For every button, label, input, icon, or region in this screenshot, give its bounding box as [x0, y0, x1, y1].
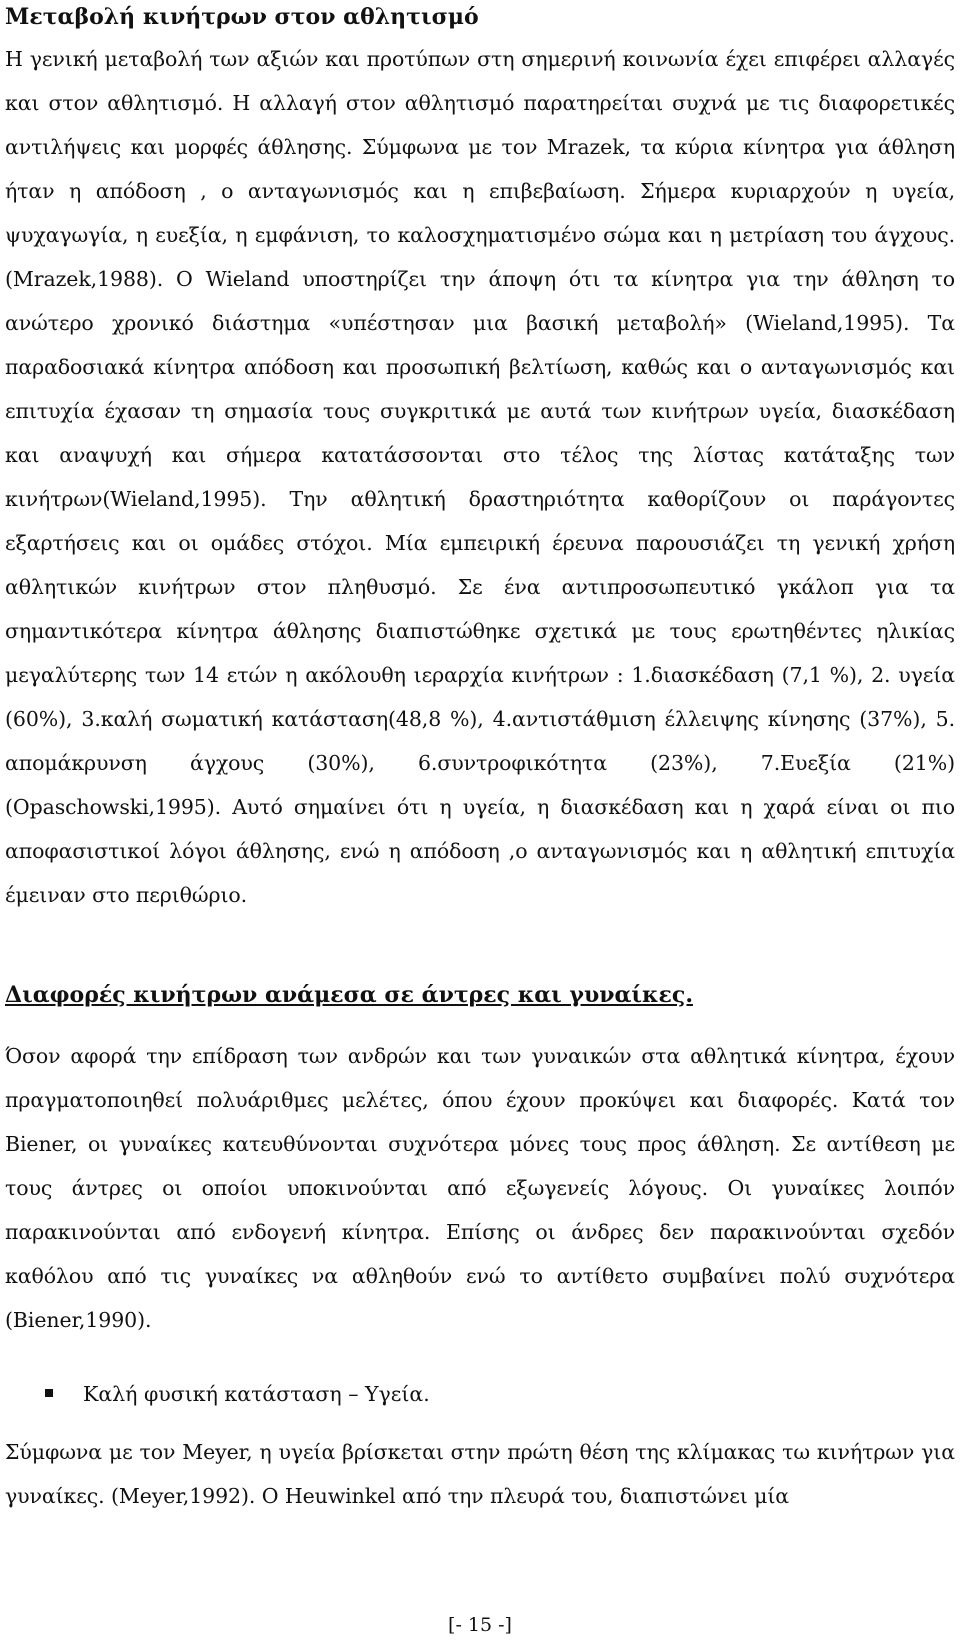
- paragraph-gender-differences: Όσον αφορά την επίδραση των ανδρών και των γυναικών στα αθλητικά κίνητρα, έχουν πραγματοποιηθεί πολυάριθμες μελέτες, όπου έχουν προκύψει και διαφορές. Κατά τον Biener, οι γυναίκες κατευθύνονται συχνότερα μόνες τους προς άθληση. Σε αντίθεση με τους άντρες οι οποίοι υποκινούνται από εξωγενείς λόγους. Οι γυναίκες λοιπόν παρακινούνται από ενδογενή κίνητρα. Επίσης οι άνδρες δεν παρακινούνται σχεδόν καθόλου από τις γυναίκες να αθληθούν ενώ το αντίθετο συμβαίνει πολύ συχνότερα (Biener,1990).: [5, 1044, 955, 1332]
- bullet-text: Καλή φυσική κατάσταση – Υγεία.: [83, 1382, 430, 1406]
- page-number: [- 15 -]: [448, 1614, 512, 1636]
- section-heading-gender-differences: Διαφορές κινήτρων ανάμεσα σε άντρες και γυναίκες.: [5, 982, 693, 1008]
- bullet-item: [45, 1372, 430, 1416]
- paragraph-health: Σύμφωνα με τον Meyer, η υγεία βρίσκεται στην πρώτη θέση της κλίμακας τω κινήτρων για γυναίκες. (Meyer,1992). Ο Heuwinkel από την πλευρά του, διαπιστώνει μία: [5, 1440, 955, 1508]
- square-bullet-icon: [45, 1389, 53, 1397]
- paragraph-motivation-change: Η γενική μεταβολή των αξιών και προτύπων στη σημερινή κοινωνία έχει επιφέρει αλλαγές και στον αθλητισμό. Η αλλαγή στον αθλητισμό παρατηρείται συχνά με τις διαφορετικές αντιλήψεις και μορφές άθλησης. Σύμφωνα με τον Mrazek, τα κύρια κίνητρα για άθληση ήταν η απόδοση , ο ανταγωνισμός και η επιβεβαίωση. Σήμερα κυριαρχούν η υγεία, ψυχαγωγία, η ευεξία, η εμφάνιση, το καλοσχηματισμένο σώμα και η μετρίαση του άγχους.(Mrazek,1988). O Wieland υποστηρίζει την άποψη ότι τα κίνητρα για την άθληση το ανώτερο χρονικό διάστημα «υπέστησαν μια βασική μεταβολή» (Wieland,1995). Τα παραδοσιακά κίνητρα απόδοση και προσωπική βελτίωση, καθώς και ο ανταγωνισμός και επιτυχία έχασαν τη σημασία τους συγκριτικά με αυτά των κινήτρων υγεία, διασκέδαση και αναψυχή και σήμερα κατατάσσονται στο τέλος της λίστας κατάταξης των κινήτρων(Wieland,1995). Την αθλητική δραστηριότητα καθορίζουν οι παράγοντες εξαρτήσεις και οι ομάδες στόχοι. Μία εμπειρική έρευνα παρουσιάζει τη γενική χρήση αθλητικών κινήτρων στον πληθυσμό. Σε ένα αντιπροσωπευτικό γκάλοπ για τα σημαντικότερα κίνητρα άθλησης διαπιστώθηκε σχετικά με τους ερωτηθέντες ηλικίας μεγαλύτερης των 14 ετών η ακόλουθη ιεραρχία κινήτρων : 1.διασκέδαση (7,1 %), 2. υγεία (60%), 3.καλή σωματική κατάσταση(48,8 %), 4.αντιστάθμιση έλλειψης κίνησης (37%), 5. απομάκρυνση άγχους (30%), 6.συντροφικότητα (23%), 7.Ευεξία (21%) (Opaschowski,1995). Αυτό σημαίνει ότι η υγεία, η διασκέδαση και η χαρά είναι οι πιο αποφασιστικοί λόγοι άθλησης, ενώ η απόδοση ,ο ανταγωνισμός και η αθλητική επιτυχία έμειναν στο περιθώριο.: [5, 47, 955, 907]
- section-heading-motivation-change: Μεταβολή κινήτρων στον αθλητισμό: [5, 4, 479, 30]
